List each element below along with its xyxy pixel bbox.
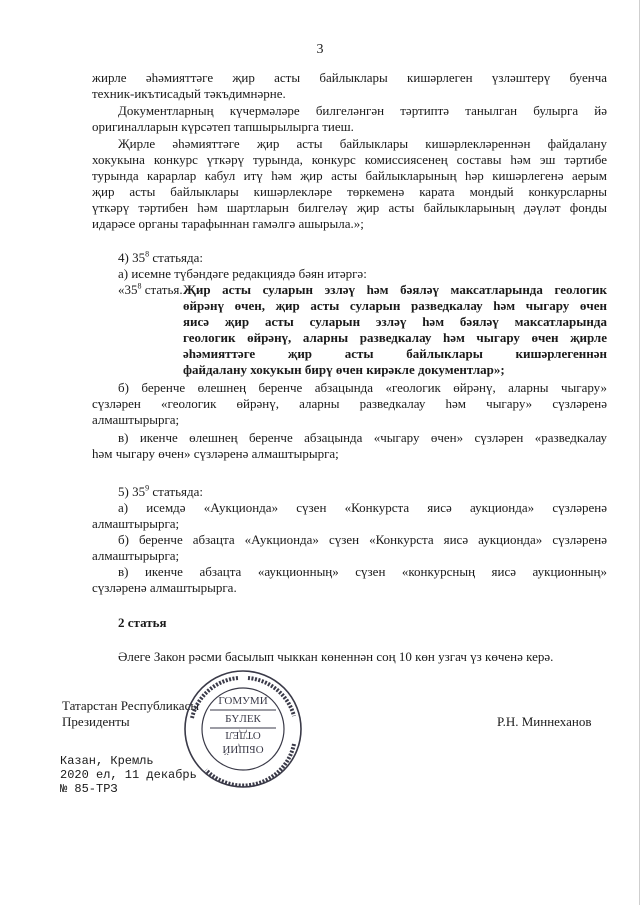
- item5-article: 35: [132, 484, 146, 499]
- signature-title-line: Татарстан Республикасы: [62, 698, 200, 713]
- item4-v-line: в) икенче өлешнең беренче абзацында «чыгару өчен» сүзләрен «разведкалау: [118, 430, 607, 445]
- item5-v-line: в) икенче абзацта «аукционның» сүзен «конкурсның яисә аукционның»: [118, 564, 607, 579]
- article-title-line: файдалану хокукын бирү өчен кирәкле документлар»;: [183, 362, 505, 377]
- article-title-line: Җир асты суларын эзләү һәм бәяләү максатларында геологик: [183, 282, 607, 297]
- item5-article-sup: 9: [145, 483, 150, 493]
- official-seal: [178, 666, 308, 796]
- item4-b-line: б) беренче өлешнең беренче абзацында «геологик өйрәнү, аларны чыгару»: [118, 380, 607, 395]
- article-title-line: яисә җир асты суларын эзләү һәм бәяләү максатларында: [183, 314, 607, 329]
- item4-article-sup: 8: [145, 249, 150, 259]
- article2-text: Әлеге Закон рәсми басылып чыккан көненнән соң 10 көн узгач үз көченә керә.: [118, 649, 554, 664]
- quote-word: статья.: [144, 282, 183, 297]
- article-title-line: өйрәнү өчен, җир асты суларын разведкалау һәм чыгару өчен: [183, 298, 607, 313]
- paragraph-line: турында карарлар кабул итү һәм җир асты байлыкларының һәр кишәрлегенә аерым: [92, 168, 607, 183]
- item4-b-line: сүзләрен «геологик өйрәнү, аларны разведкалау һәм чыгару» сүзләренә: [92, 396, 607, 411]
- paragraph-line: идарәсе органы тарафыннан гамәлгә ашырыла.»;: [92, 216, 364, 231]
- seal-label-line: ОТДЕЛ: [225, 729, 261, 741]
- seal-label-line: ГОМУМИ: [218, 695, 268, 707]
- seal-label-line: ОБЩИЙ: [222, 743, 264, 755]
- signature-title-line: Президенты: [62, 714, 130, 729]
- seal-label-line: БҮЛЕК: [225, 713, 261, 725]
- footer-number: № 85-ТРЗ: [60, 782, 118, 796]
- item4-intro: [118, 250, 633, 266]
- item5-b-line: б) беренче абзацта «Аукционда» сүзен «Конкурста яисә аукционда» сүзләренә: [118, 532, 607, 547]
- item5-a-line: алмаштырырга;: [92, 516, 180, 531]
- footer-date: 2020 ел, 11 декабрь: [60, 768, 197, 782]
- item5-number: 5): [118, 484, 129, 499]
- signatory-name: Р.Н. Миннеханов: [497, 714, 592, 729]
- item5-b-line: алмаштырырга;: [92, 548, 180, 563]
- paragraph-line: техник-икътисадый тәкъдимнәрне.: [92, 86, 286, 101]
- paragraph-line: Документларның күчермәләре билгеләнгән тәртиптә танылган булырга йә: [118, 103, 607, 118]
- item4-v-line: һәм чыгару өчен» сүзләренә алмаштырырга;: [92, 446, 339, 461]
- article-title-line: геологик өйрәнү, аларны разведкалау һәм чыгару өчен җирле: [183, 330, 607, 345]
- paragraph-line: хокукына конкурс үткәрү турында, конкурс комиссиясенең составы һәм эш тәртибе: [92, 152, 607, 167]
- item4-article: 35: [132, 250, 146, 265]
- paragraph-line: Җирле әһәмияттәге җир асты байлыклары кишәрлекләреннән файдалану: [118, 136, 607, 151]
- item5-intro: [118, 484, 633, 500]
- quote-prefix: «35: [118, 282, 138, 297]
- footer-place: Казан, Кремль: [60, 754, 154, 768]
- item4-number: 4): [118, 250, 129, 265]
- paragraph-line: жирле әһәмияттәге җир асты байлыклары кишәрлеген үзләштерү буенча: [92, 70, 607, 85]
- quote-sup: 8: [137, 281, 142, 291]
- item4-b-line: алмаштырырга;: [92, 412, 180, 427]
- item5-a-line: а) исемдә «Аукционда» сүзен «Конкурста яисә аукционда» сүзләренә: [118, 500, 607, 515]
- page-number: 3: [316, 42, 324, 57]
- item4-tail: статьяда:: [152, 250, 203, 265]
- paragraph-line: үткәрү тәртибен һәм шартларын билгеләү җир асты байлыкларының дәүләт фонды: [92, 200, 607, 215]
- paragraph-line: оригиналларын күрсәтеп тапшырылырга тиеш.: [92, 119, 354, 134]
- item5-v-line: сүзләренә алмаштырырга.: [92, 580, 237, 595]
- item5-tail: статьяда:: [152, 484, 203, 499]
- article-title-line: әһәмияттәге җир асты байлыклары кишәрлегеннән: [183, 346, 607, 361]
- item4-a: а) исемне түбәндәге редакциядә бәян итәргә:: [118, 266, 367, 281]
- article2-heading: 2 статья: [118, 615, 167, 630]
- paragraph-line: җир асты байлыклары кишәрлекләре төркеменә карата мондый конкурсларны: [92, 184, 607, 199]
